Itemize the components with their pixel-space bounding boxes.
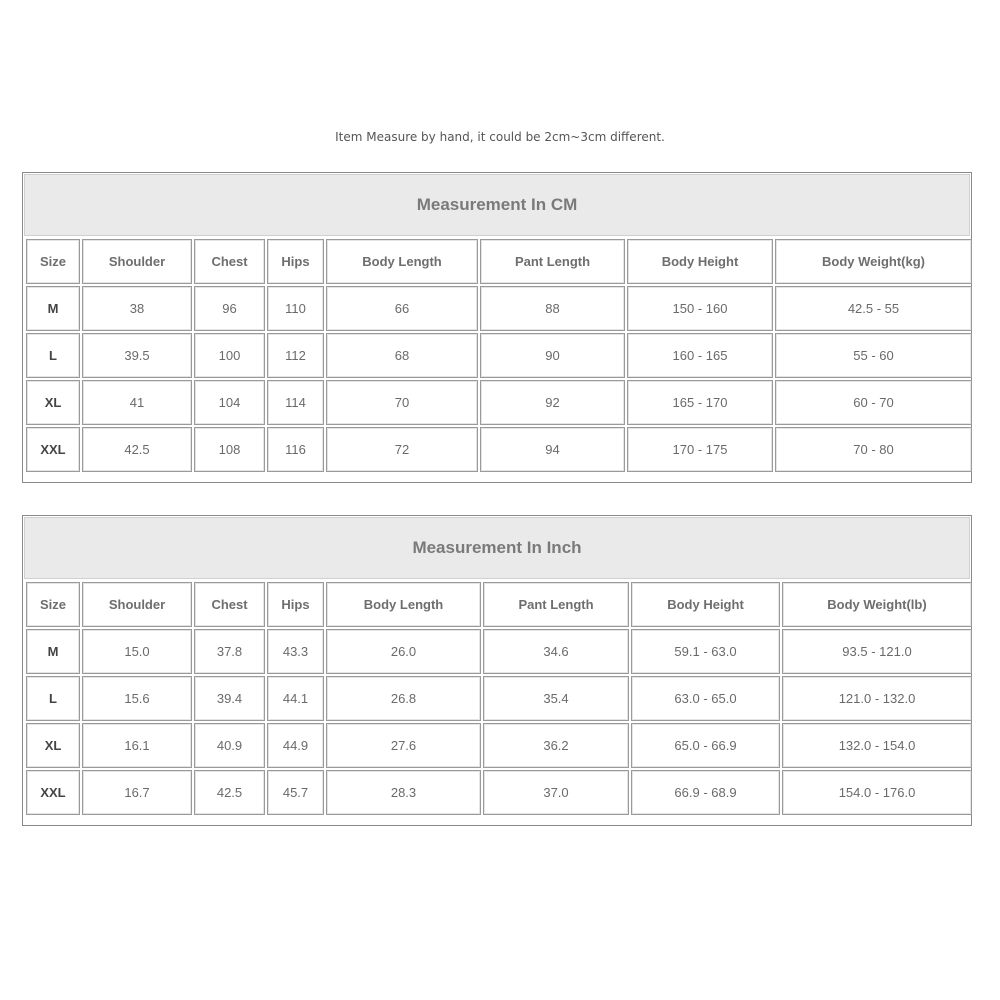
table-cell: 34.6 [483, 629, 629, 674]
header-body-length: Body Length [326, 582, 481, 627]
table-cell: 15.0 [82, 629, 192, 674]
table-cell: 96 [194, 286, 265, 331]
table-row [26, 723, 972, 768]
table-cell: 38 [82, 286, 192, 331]
table-row [26, 286, 972, 331]
table-cell: 42.5 - 55 [775, 286, 972, 331]
header-body-weight: Body Weight(lb) [782, 582, 972, 627]
table-cell: 15.6 [82, 676, 192, 721]
table-cell: 66 [326, 286, 478, 331]
size-cell: XL [26, 380, 80, 425]
size-cell: M [26, 629, 80, 674]
table-cell: 16.1 [82, 723, 192, 768]
table-cell: 26.0 [326, 629, 481, 674]
size-cell: XXL [26, 427, 80, 472]
measurement-note: Item Measure by hand, it could be 2cm~3cm different. [335, 130, 665, 144]
inch-size-table [23, 580, 975, 818]
table-cell: 65.0 - 66.9 [631, 723, 780, 768]
table-cell: 40.9 [194, 723, 265, 768]
table-cell: 165 - 170 [627, 380, 773, 425]
table-row [26, 427, 972, 472]
header-pant-length: Pant Length [480, 239, 625, 284]
size-cell: XXL [26, 770, 80, 815]
table-header-row [26, 239, 972, 284]
table-cell: 68 [326, 333, 478, 378]
table-cell: 94 [480, 427, 625, 472]
table-cell: 37.8 [194, 629, 265, 674]
table-cell: 28.3 [326, 770, 481, 815]
table-cell: 60 - 70 [775, 380, 972, 425]
size-cell: L [26, 676, 80, 721]
table-cell: 63.0 - 65.0 [631, 676, 780, 721]
table-row [26, 770, 972, 815]
inch-chart-title: Measurement In Inch [24, 517, 970, 579]
cm-size-table [23, 237, 975, 475]
table-cell: 112 [267, 333, 324, 378]
table-cell: 35.4 [483, 676, 629, 721]
cm-chart-title: Measurement In CM [24, 174, 970, 236]
table-cell: 16.7 [82, 770, 192, 815]
header-hips: Hips [267, 582, 324, 627]
header-body-weight: Body Weight(kg) [775, 239, 972, 284]
header-chest: Chest [194, 239, 265, 284]
inch-size-chart [22, 515, 972, 826]
table-cell: 121.0 - 132.0 [782, 676, 972, 721]
header-body-height: Body Height [631, 582, 780, 627]
table-cell: 90 [480, 333, 625, 378]
table-cell: 27.6 [326, 723, 481, 768]
header-body-height: Body Height [627, 239, 773, 284]
table-cell: 110 [267, 286, 324, 331]
header-shoulder: Shoulder [82, 239, 192, 284]
header-chest: Chest [194, 582, 265, 627]
header-hips: Hips [267, 239, 324, 284]
table-cell: 104 [194, 380, 265, 425]
table-cell: 100 [194, 333, 265, 378]
table-cell: 45.7 [267, 770, 324, 815]
table-cell: 154.0 - 176.0 [782, 770, 972, 815]
table-cell: 44.1 [267, 676, 324, 721]
table-cell: 70 [326, 380, 478, 425]
table-row [26, 333, 972, 378]
header-shoulder: Shoulder [82, 582, 192, 627]
table-cell: 42.5 [82, 427, 192, 472]
table-cell: 43.3 [267, 629, 324, 674]
table-row [26, 676, 972, 721]
table-cell: 26.8 [326, 676, 481, 721]
table-cell: 39.4 [194, 676, 265, 721]
table-cell: 44.9 [267, 723, 324, 768]
table-cell: 114 [267, 380, 324, 425]
table-row [26, 380, 972, 425]
table-cell: 72 [326, 427, 478, 472]
table-cell: 150 - 160 [627, 286, 773, 331]
size-cell: M [26, 286, 80, 331]
table-cell: 170 - 175 [627, 427, 773, 472]
size-cell: L [26, 333, 80, 378]
table-cell: 42.5 [194, 770, 265, 815]
header-body-length: Body Length [326, 239, 478, 284]
table-cell: 132.0 - 154.0 [782, 723, 972, 768]
table-cell: 92 [480, 380, 625, 425]
table-cell: 36.2 [483, 723, 629, 768]
header-pant-length: Pant Length [483, 582, 629, 627]
table-cell: 88 [480, 286, 625, 331]
table-cell: 70 - 80 [775, 427, 972, 472]
header-size: Size [26, 239, 80, 284]
header-size: Size [26, 582, 80, 627]
size-cell: XL [26, 723, 80, 768]
table-cell: 37.0 [483, 770, 629, 815]
table-cell: 66.9 - 68.9 [631, 770, 780, 815]
table-cell: 41 [82, 380, 192, 425]
table-row [26, 629, 972, 674]
table-cell: 93.5 - 121.0 [782, 629, 972, 674]
cm-size-chart [22, 172, 972, 483]
table-header-row [26, 582, 972, 627]
table-cell: 108 [194, 427, 265, 472]
table-cell: 55 - 60 [775, 333, 972, 378]
table-cell: 59.1 - 63.0 [631, 629, 780, 674]
table-cell: 160 - 165 [627, 333, 773, 378]
table-cell: 116 [267, 427, 324, 472]
table-cell: 39.5 [82, 333, 192, 378]
